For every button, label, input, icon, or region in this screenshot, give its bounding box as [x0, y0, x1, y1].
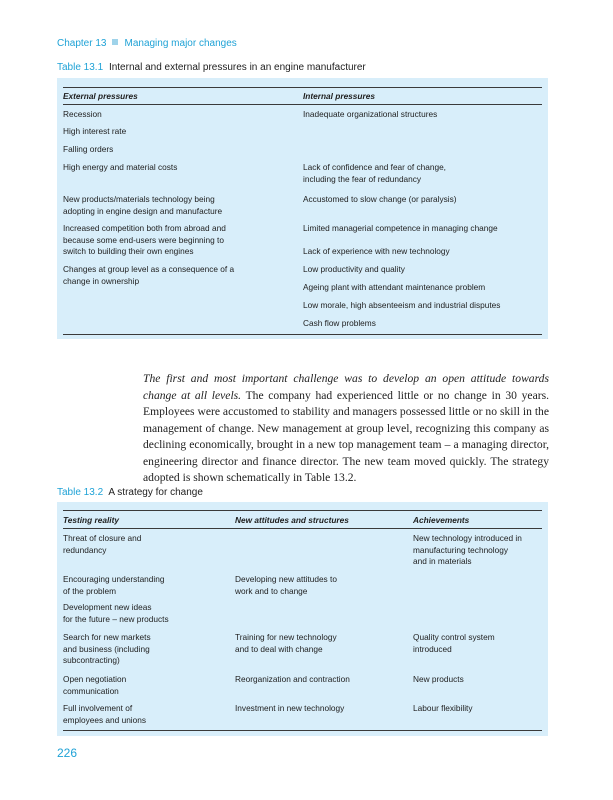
table2-attitudes-cell: Developing new attitudes to work and to change: [235, 574, 337, 596]
table2-top-rule: [63, 510, 542, 511]
paragraph-rest: The company had experienced little or no change in 30 years. Employees were accustomed to stability and managers possessed little or no skill in the management of change. New management at group level, recognizing this company as declining economically, brought in a new top management team – a managing director, engineering director and finance director. The new team moved quickly. The strategy adopted is shown schematically in Table 13.2.: [143, 388, 549, 484]
table1-internal-cell: Low morale, high absenteeism and industrial disputes: [303, 300, 501, 310]
table2-attitudes-cell: Reorganization and contraction: [235, 674, 350, 684]
table1-external-cell: High interest rate: [63, 126, 127, 136]
table2-testing-cell: Development new ideas for the future – new products: [63, 602, 169, 624]
table1-internal-cell: Inadequate organizational structures: [303, 109, 438, 119]
table2-testing-cell: Open negotiation communication: [63, 674, 127, 696]
table1-header-rule: [63, 104, 542, 105]
paragraph-lead: The first and most important challenge was to develop an open attitude towards change at all levels.: [143, 372, 549, 402]
table1-internal-cell: Lack of confidence and fear of change, including the fear of redundancy: [303, 162, 446, 184]
table1-internal-cell: Accustomed to slow change (or paralysis): [303, 194, 457, 204]
table1-external-cell: Falling orders: [63, 144, 114, 154]
chapter-title: Managing major changes: [124, 38, 237, 49]
table2-achievements-cell: New products: [413, 674, 464, 684]
table2-title: A strategy for change: [108, 487, 203, 498]
page-number: 226: [57, 746, 78, 760]
body-paragraph: [143, 371, 549, 487]
running-header: [57, 38, 237, 49]
table1-bottom-rule: [63, 334, 542, 335]
table1-internal-cell: Cash flow problems: [303, 318, 376, 328]
table2-achievements-cell: New technology introduced in manufacturing technology and in materials: [413, 533, 522, 566]
table1-internal-cell: Limited managerial competence in managing change: [303, 223, 498, 233]
square-bullet-icon: [112, 39, 118, 45]
table1-internal-cell: Ageing plant with attendant maintenance problem: [303, 282, 486, 292]
table2-number: Table 13.2: [57, 487, 104, 498]
table1-external-cell: Changes at group level as a consequence of a change in ownership: [63, 264, 235, 286]
table1-external-cell: Increased competition both from abroad and because some end-users were beginning to switch to building their own engines: [63, 223, 226, 256]
table2-testing-cell: Encouraging understanding of the problem: [63, 574, 165, 596]
table1-header-internal: Internal pressures: [303, 91, 375, 101]
table1-top-rule: [63, 87, 542, 88]
table1-internal-cell: Lack of experience with new technology: [303, 246, 450, 256]
table1-header-external: External pressures: [63, 91, 138, 101]
table2-header-rule: [63, 528, 542, 529]
table2-attitudes-cell: Training for new technology and to deal with change: [235, 632, 337, 654]
table2-testing-cell: Search for new markets and business (including subcontracting): [63, 632, 151, 665]
table2-attitudes-cell: Investment in new technology: [235, 703, 345, 713]
table1-external-cell: New products/materials technology being adopting in engine design and manufacture: [63, 194, 223, 216]
chapter-label: Chapter 13: [57, 38, 107, 49]
table1-title: Internal and external pressures in an engine manufacturer: [108, 62, 366, 73]
table1-panel: [57, 78, 548, 339]
table1-external-cell: Recession: [63, 109, 102, 119]
table2-bottom-rule: [63, 730, 542, 731]
table2-header-testing: Testing reality: [63, 515, 119, 525]
table2-achievements-cell: Labour flexibility: [413, 703, 473, 713]
table2-header-attitudes: New attitudes and structures: [235, 515, 349, 525]
table2-achievements-cell: Quality control system introduced: [413, 632, 495, 654]
table2-caption: [57, 487, 203, 498]
table2-testing-cell: Threat of closure and redundancy: [63, 533, 142, 555]
table1-internal-cell: Low productivity and quality: [303, 264, 405, 274]
table1-number: Table 13.1: [57, 62, 104, 73]
table2-panel: [57, 502, 548, 736]
table2-testing-cell: Full involvement of employees and unions: [63, 703, 147, 725]
table1-caption: [57, 62, 366, 73]
table2-header-achievements: Achievements: [413, 515, 470, 525]
table1-external-cell: High energy and material costs: [63, 162, 178, 172]
